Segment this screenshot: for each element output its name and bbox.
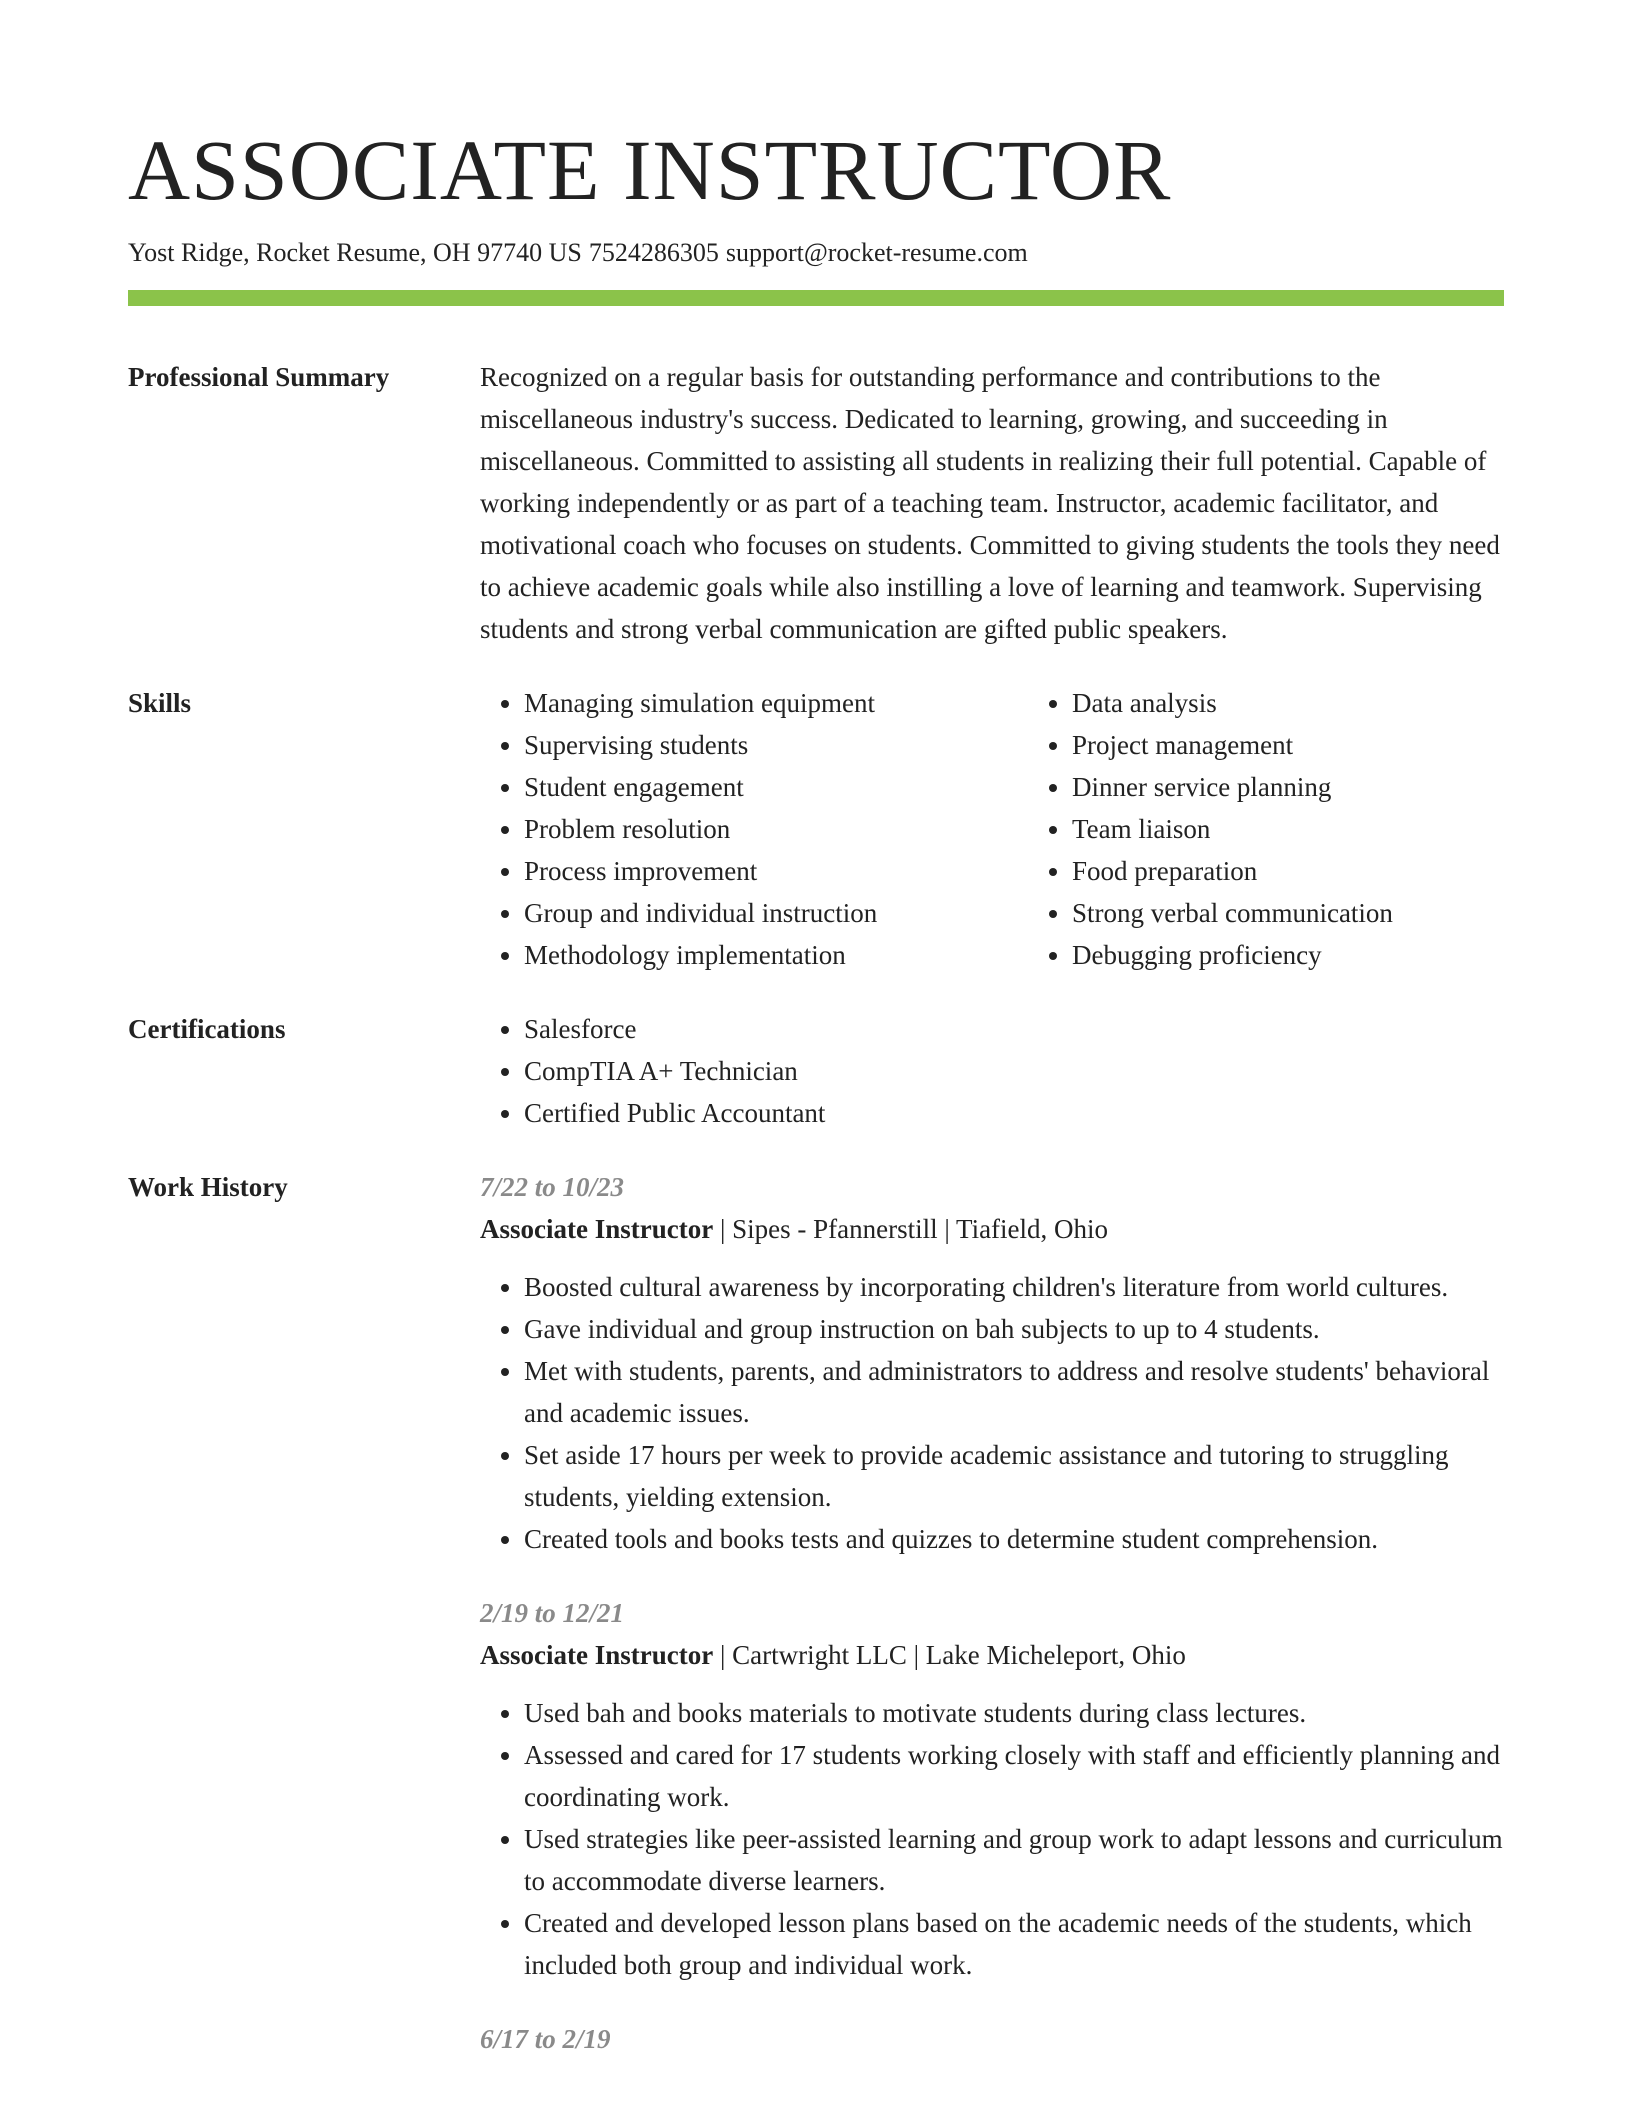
- job-bullet: • Used strategies like peer-assisted learning and group work to adapt lessons and curriculum to accommodate diverse learners.: [524, 1818, 1504, 1902]
- skill-item: • Process improvement: [524, 850, 1028, 892]
- skill-item: • Student engagement: [524, 766, 1028, 808]
- job-separator: |: [719, 1214, 733, 1244]
- job-entry: [480, 1166, 1504, 1560]
- job-bullets: [480, 1692, 1504, 1986]
- contact-phone: 7524286305: [588, 238, 719, 267]
- certification-item: • Certified Public Accountant: [524, 1092, 1504, 1134]
- job-bullet: • Gave individual and group instruction on bah subjects to up to 4 students.: [524, 1308, 1504, 1350]
- job-dates: 2/19 to 12/21: [480, 1598, 625, 1628]
- job-separator: |: [913, 1640, 926, 1670]
- job-bullet: • Assessed and cared for 17 students working closely with staff and efficiently planning and coordinating work.: [524, 1734, 1504, 1818]
- skill-item: • Project management: [1072, 724, 1393, 766]
- summary-text: Recognized on a regular basis for outstanding performance and contributions to the miscellaneous industry's success. Dedicated to learning, growing, and succeeding in miscellaneous. Committed to assisting all students in realizing their full potential. Capable of working independently or as part of a teaching team. Instructor, academic facilitator, and motivational coach who focuses on students. Committed to giving students the tools they need to achieve academic goals while also instilling a love of learning and teamwork. Supervising students and strong verbal communication are gifted public speakers.: [480, 362, 1500, 644]
- header-divider: [128, 290, 1504, 306]
- contact-address: Yost Ridge, Rocket Resume, OH 97740 US: [128, 238, 582, 267]
- skill-item: • Team liaison: [1072, 808, 1393, 850]
- contact-email: support@rocket-resume.com: [725, 238, 1028, 267]
- certification-item: • CompTIA A+ Technician: [524, 1050, 1504, 1092]
- job-bullet: • Created and developed lesson plans based on the academic needs of the students, which included both group and individual work.: [524, 1902, 1504, 1986]
- certification-item: • Salesforce: [524, 1008, 1504, 1050]
- skill-item: • Supervising students: [524, 724, 1028, 766]
- job-location: Lake Micheleport, Ohio: [925, 1640, 1186, 1670]
- skill-item: • Group and individual instruction: [524, 892, 1028, 934]
- job-title: Associate Instructor: [480, 1214, 714, 1244]
- skill-item: • Managing simulation equipment: [524, 682, 1028, 724]
- work-history-section: [128, 1166, 1504, 2060]
- skill-item: • Problem resolution: [524, 808, 1028, 850]
- section-title-work-history: Work History: [128, 1172, 288, 1202]
- job-separator: |: [944, 1214, 957, 1244]
- skills-section: [128, 682, 1504, 976]
- skill-item: • Dinner service planning: [1072, 766, 1393, 808]
- resume-page: [128, 0, 1504, 2060]
- skill-item: • Debugging proficiency: [1072, 934, 1393, 976]
- job-entry: [480, 1592, 1504, 1986]
- job-bullets: [480, 1266, 1504, 1560]
- job-bullet: • Boosted cultural awareness by incorporating children's literature from world cultures.: [524, 1266, 1504, 1308]
- job-company: Sipes - Pfannerstill: [732, 1214, 938, 1244]
- skill-item: • Food preparation: [1072, 850, 1393, 892]
- section-title-skills: Skills: [128, 688, 192, 718]
- job-bullet: • Met with students, parents, and administrators to address and resolve students' behavioral and academic issues.: [524, 1350, 1504, 1434]
- skill-item: • Data analysis: [1072, 682, 1393, 724]
- job-separator: |: [719, 1640, 733, 1670]
- section-title-certifications: Certifications: [128, 1014, 286, 1044]
- job-bullet: • Used bah and books materials to motivate students during class lectures.: [524, 1692, 1504, 1734]
- section-title-summary: Professional Summary: [128, 362, 390, 392]
- certifications-section: [128, 1008, 1504, 1134]
- job-bullet: • Created tools and books tests and quizzes to determine student comprehension.: [524, 1518, 1504, 1560]
- job-heading: [480, 1634, 1504, 1676]
- job-dates: 6/17 to 2/19: [480, 2024, 611, 2054]
- skill-item: • Strong verbal communication: [1072, 892, 1393, 934]
- job-dates: 7/22 to 10/23: [480, 1172, 625, 1202]
- job-entry: [480, 2018, 1504, 2060]
- contact-line: [128, 236, 1504, 270]
- skill-item: • Methodology implementation: [524, 934, 1028, 976]
- job-title: Associate Instructor: [480, 1640, 714, 1670]
- skills-list-right: [1028, 682, 1393, 976]
- job-company: Cartwright LLC: [732, 1640, 907, 1670]
- summary-section: [128, 356, 1504, 650]
- job-location: Tiafield, Ohio: [956, 1214, 1109, 1244]
- job-bullet: • Set aside 17 hours per week to provide academic assistance and tutoring to struggling students, yielding extension.: [524, 1434, 1504, 1518]
- certifications-list: [480, 1008, 1504, 1134]
- skills-list-left: [480, 682, 1028, 976]
- resume-name: ASSOCIATE INSTRUCTOR: [128, 122, 1172, 218]
- job-heading: [480, 1208, 1504, 1250]
